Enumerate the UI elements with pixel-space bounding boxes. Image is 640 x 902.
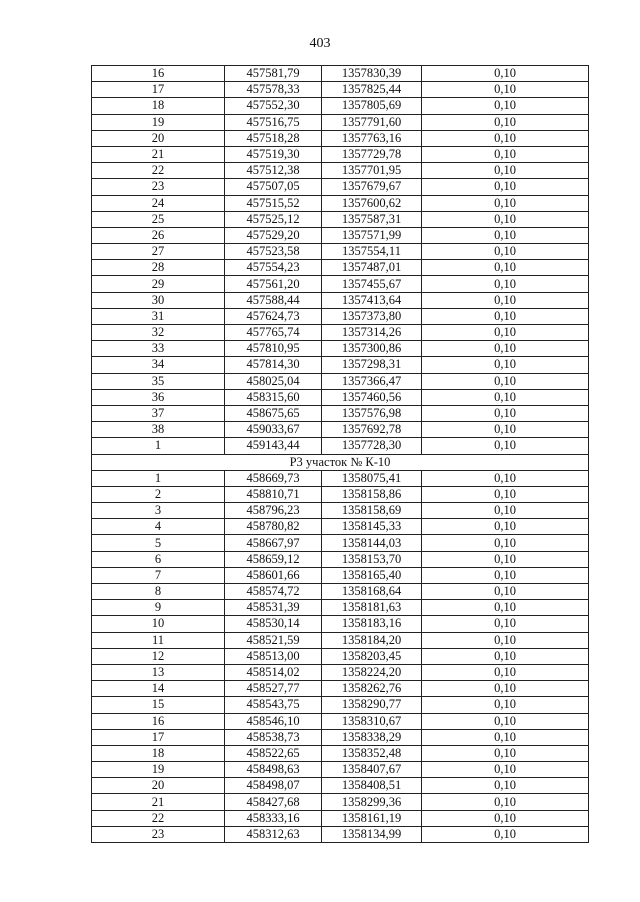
point-number-cell: 5 bbox=[92, 535, 225, 551]
accuracy-cell: 0,10 bbox=[422, 600, 589, 616]
accuracy-cell: 0,10 bbox=[422, 82, 589, 98]
point-number-cell: 23 bbox=[92, 179, 225, 195]
y-coordinate-cell: 1358224,20 bbox=[322, 664, 422, 680]
y-coordinate-cell: 1357805,69 bbox=[322, 98, 422, 114]
accuracy-cell: 0,10 bbox=[422, 729, 589, 745]
point-number-cell: 13 bbox=[92, 664, 225, 680]
table-row bbox=[92, 195, 589, 211]
accuracy-cell: 0,10 bbox=[422, 163, 589, 179]
point-number-cell: 36 bbox=[92, 389, 225, 405]
y-coordinate-cell: 1357460,56 bbox=[322, 389, 422, 405]
x-coordinate-cell: 458543,75 bbox=[225, 697, 322, 713]
y-coordinate-cell: 1358183,16 bbox=[322, 616, 422, 632]
table-row bbox=[92, 745, 589, 761]
table-row bbox=[92, 632, 589, 648]
table-row bbox=[92, 470, 589, 486]
point-number-cell: 21 bbox=[92, 794, 225, 810]
x-coordinate-cell: 458538,73 bbox=[225, 729, 322, 745]
section-header-row bbox=[92, 454, 589, 470]
point-number-cell: 16 bbox=[92, 713, 225, 729]
point-number-cell: 9 bbox=[92, 600, 225, 616]
table-row bbox=[92, 389, 589, 405]
x-coordinate-cell: 457581,79 bbox=[225, 66, 322, 82]
point-number-cell: 38 bbox=[92, 422, 225, 438]
section-title: Р3 участок № К-10 bbox=[92, 454, 589, 470]
point-number-cell: 6 bbox=[92, 551, 225, 567]
y-coordinate-cell: 1358168,64 bbox=[322, 584, 422, 600]
accuracy-cell: 0,10 bbox=[422, 211, 589, 227]
table-row bbox=[92, 292, 589, 308]
table-row bbox=[92, 405, 589, 421]
y-coordinate-cell: 1358158,86 bbox=[322, 486, 422, 502]
table-row bbox=[92, 438, 589, 454]
y-coordinate-cell: 1358158,69 bbox=[322, 503, 422, 519]
x-coordinate-cell: 458514,02 bbox=[225, 664, 322, 680]
x-coordinate-cell: 458333,16 bbox=[225, 810, 322, 826]
y-coordinate-cell: 1358161,19 bbox=[322, 810, 422, 826]
accuracy-cell: 0,10 bbox=[422, 745, 589, 761]
x-coordinate-cell: 458530,14 bbox=[225, 616, 322, 632]
x-coordinate-cell: 458546,10 bbox=[225, 713, 322, 729]
accuracy-cell: 0,10 bbox=[422, 227, 589, 243]
table-row bbox=[92, 486, 589, 502]
table-row bbox=[92, 729, 589, 745]
table-row bbox=[92, 276, 589, 292]
x-coordinate-cell: 457525,12 bbox=[225, 211, 322, 227]
x-coordinate-cell: 458312,63 bbox=[225, 826, 322, 842]
y-coordinate-cell: 1357830,39 bbox=[322, 66, 422, 82]
point-number-cell: 18 bbox=[92, 745, 225, 761]
table-row bbox=[92, 357, 589, 373]
accuracy-cell: 0,10 bbox=[422, 486, 589, 502]
point-number-cell: 34 bbox=[92, 357, 225, 373]
table-row bbox=[92, 664, 589, 680]
table-row bbox=[92, 130, 589, 146]
accuracy-cell: 0,10 bbox=[422, 648, 589, 664]
x-coordinate-cell: 458521,59 bbox=[225, 632, 322, 648]
point-number-cell: 17 bbox=[92, 82, 225, 98]
x-coordinate-cell: 457554,23 bbox=[225, 260, 322, 276]
y-coordinate-cell: 1358407,67 bbox=[322, 762, 422, 778]
accuracy-cell: 0,10 bbox=[422, 567, 589, 583]
accuracy-cell: 0,10 bbox=[422, 130, 589, 146]
y-coordinate-cell: 1357763,16 bbox=[322, 130, 422, 146]
point-number-cell: 10 bbox=[92, 616, 225, 632]
accuracy-cell: 0,10 bbox=[422, 341, 589, 357]
x-coordinate-cell: 457507,05 bbox=[225, 179, 322, 195]
table-row bbox=[92, 794, 589, 810]
accuracy-cell: 0,10 bbox=[422, 762, 589, 778]
accuracy-cell: 0,10 bbox=[422, 195, 589, 211]
point-number-cell: 17 bbox=[92, 729, 225, 745]
accuracy-cell: 0,10 bbox=[422, 778, 589, 794]
y-coordinate-cell: 1358075,41 bbox=[322, 470, 422, 486]
y-coordinate-cell: 1358310,67 bbox=[322, 713, 422, 729]
x-coordinate-cell: 458810,71 bbox=[225, 486, 322, 502]
point-number-cell: 4 bbox=[92, 519, 225, 535]
y-coordinate-cell: 1357298,31 bbox=[322, 357, 422, 373]
x-coordinate-cell: 458675,65 bbox=[225, 405, 322, 421]
y-coordinate-cell: 1358408,51 bbox=[322, 778, 422, 794]
point-number-cell: 20 bbox=[92, 778, 225, 794]
x-coordinate-cell: 457516,75 bbox=[225, 114, 322, 130]
x-coordinate-cell: 458498,07 bbox=[225, 778, 322, 794]
accuracy-cell: 0,10 bbox=[422, 308, 589, 324]
table-row bbox=[92, 697, 589, 713]
y-coordinate-cell: 1358134,99 bbox=[322, 826, 422, 842]
table-row bbox=[92, 227, 589, 243]
accuracy-cell: 0,10 bbox=[422, 519, 589, 535]
y-coordinate-cell: 1358144,03 bbox=[322, 535, 422, 551]
table-row bbox=[92, 519, 589, 535]
y-coordinate-cell: 1357576,98 bbox=[322, 405, 422, 421]
y-coordinate-cell: 1357487,01 bbox=[322, 260, 422, 276]
y-coordinate-cell: 1357455,67 bbox=[322, 276, 422, 292]
table-row bbox=[92, 648, 589, 664]
table-row bbox=[92, 244, 589, 260]
accuracy-cell: 0,10 bbox=[422, 292, 589, 308]
x-coordinate-cell: 457552,30 bbox=[225, 98, 322, 114]
y-coordinate-cell: 1357571,99 bbox=[322, 227, 422, 243]
x-coordinate-cell: 458527,77 bbox=[225, 681, 322, 697]
x-coordinate-cell: 458522,65 bbox=[225, 745, 322, 761]
point-number-cell: 20 bbox=[92, 130, 225, 146]
point-number-cell: 8 bbox=[92, 584, 225, 600]
accuracy-cell: 0,10 bbox=[422, 794, 589, 810]
x-coordinate-cell: 457512,38 bbox=[225, 163, 322, 179]
table-row bbox=[92, 584, 589, 600]
accuracy-cell: 0,10 bbox=[422, 681, 589, 697]
y-coordinate-cell: 1357825,44 bbox=[322, 82, 422, 98]
point-number-cell: 28 bbox=[92, 260, 225, 276]
point-number-cell: 31 bbox=[92, 308, 225, 324]
x-coordinate-cell: 459143,44 bbox=[225, 438, 322, 454]
point-number-cell: 2 bbox=[92, 486, 225, 502]
x-coordinate-cell: 459033,67 bbox=[225, 422, 322, 438]
point-number-cell: 19 bbox=[92, 762, 225, 778]
x-coordinate-cell: 457519,30 bbox=[225, 146, 322, 162]
point-number-cell: 14 bbox=[92, 681, 225, 697]
accuracy-cell: 0,10 bbox=[422, 616, 589, 632]
table-row bbox=[92, 826, 589, 842]
accuracy-cell: 0,10 bbox=[422, 357, 589, 373]
point-number-cell: 18 bbox=[92, 98, 225, 114]
y-coordinate-cell: 1357791,60 bbox=[322, 114, 422, 130]
x-coordinate-cell: 457588,44 bbox=[225, 292, 322, 308]
x-coordinate-cell: 458427,68 bbox=[225, 794, 322, 810]
y-coordinate-cell: 1357729,78 bbox=[322, 146, 422, 162]
x-coordinate-cell: 458667,97 bbox=[225, 535, 322, 551]
point-number-cell: 7 bbox=[92, 567, 225, 583]
y-coordinate-cell: 1357300,86 bbox=[322, 341, 422, 357]
table-row bbox=[92, 778, 589, 794]
x-coordinate-cell: 458498,63 bbox=[225, 762, 322, 778]
y-coordinate-cell: 1357692,78 bbox=[322, 422, 422, 438]
x-coordinate-cell: 458780,82 bbox=[225, 519, 322, 535]
accuracy-cell: 0,10 bbox=[422, 470, 589, 486]
point-number-cell: 1 bbox=[92, 438, 225, 454]
table-row bbox=[92, 600, 589, 616]
y-coordinate-cell: 1358203,45 bbox=[322, 648, 422, 664]
point-number-cell: 29 bbox=[92, 276, 225, 292]
table-row bbox=[92, 211, 589, 227]
accuracy-cell: 0,10 bbox=[422, 373, 589, 389]
point-number-cell: 16 bbox=[92, 66, 225, 82]
accuracy-cell: 0,10 bbox=[422, 584, 589, 600]
y-coordinate-cell: 1357373,80 bbox=[322, 308, 422, 324]
table-row bbox=[92, 713, 589, 729]
table-row bbox=[92, 325, 589, 341]
accuracy-cell: 0,10 bbox=[422, 713, 589, 729]
accuracy-cell: 0,10 bbox=[422, 810, 589, 826]
coordinates-table bbox=[91, 65, 589, 843]
table-row bbox=[92, 66, 589, 82]
table-row bbox=[92, 422, 589, 438]
table-row bbox=[92, 146, 589, 162]
y-coordinate-cell: 1357600,62 bbox=[322, 195, 422, 211]
x-coordinate-cell: 457523,58 bbox=[225, 244, 322, 260]
y-coordinate-cell: 1358338,29 bbox=[322, 729, 422, 745]
accuracy-cell: 0,10 bbox=[422, 179, 589, 195]
accuracy-cell: 0,10 bbox=[422, 244, 589, 260]
table-row bbox=[92, 616, 589, 632]
accuracy-cell: 0,10 bbox=[422, 405, 589, 421]
accuracy-cell: 0,10 bbox=[422, 551, 589, 567]
x-coordinate-cell: 457578,33 bbox=[225, 82, 322, 98]
accuracy-cell: 0,10 bbox=[422, 535, 589, 551]
point-number-cell: 24 bbox=[92, 195, 225, 211]
point-number-cell: 30 bbox=[92, 292, 225, 308]
point-number-cell: 22 bbox=[92, 163, 225, 179]
y-coordinate-cell: 1357679,67 bbox=[322, 179, 422, 195]
y-coordinate-cell: 1358153,70 bbox=[322, 551, 422, 567]
x-coordinate-cell: 458574,72 bbox=[225, 584, 322, 600]
accuracy-cell: 0,10 bbox=[422, 697, 589, 713]
accuracy-cell: 0,10 bbox=[422, 260, 589, 276]
y-coordinate-cell: 1357728,30 bbox=[322, 438, 422, 454]
x-coordinate-cell: 458513,00 bbox=[225, 648, 322, 664]
point-number-cell: 21 bbox=[92, 146, 225, 162]
y-coordinate-cell: 1357554,11 bbox=[322, 244, 422, 260]
point-number-cell: 32 bbox=[92, 325, 225, 341]
x-coordinate-cell: 458531,39 bbox=[225, 600, 322, 616]
point-number-cell: 11 bbox=[92, 632, 225, 648]
point-number-cell: 3 bbox=[92, 503, 225, 519]
table-row bbox=[92, 567, 589, 583]
table-row bbox=[92, 762, 589, 778]
accuracy-cell: 0,10 bbox=[422, 664, 589, 680]
accuracy-cell: 0,10 bbox=[422, 325, 589, 341]
table-row bbox=[92, 551, 589, 567]
y-coordinate-cell: 1358145,33 bbox=[322, 519, 422, 535]
table-row bbox=[92, 260, 589, 276]
point-number-cell: 22 bbox=[92, 810, 225, 826]
page-number: 403 bbox=[309, 36, 331, 51]
accuracy-cell: 0,10 bbox=[422, 389, 589, 405]
x-coordinate-cell: 457624,73 bbox=[225, 308, 322, 324]
y-coordinate-cell: 1357366,47 bbox=[322, 373, 422, 389]
accuracy-cell: 0,10 bbox=[422, 826, 589, 842]
point-number-cell: 27 bbox=[92, 244, 225, 260]
table-row bbox=[92, 373, 589, 389]
table-row bbox=[92, 810, 589, 826]
point-number-cell: 15 bbox=[92, 697, 225, 713]
point-number-cell: 23 bbox=[92, 826, 225, 842]
table-row bbox=[92, 98, 589, 114]
point-number-cell: 26 bbox=[92, 227, 225, 243]
accuracy-cell: 0,10 bbox=[422, 276, 589, 292]
x-coordinate-cell: 458601,66 bbox=[225, 567, 322, 583]
x-coordinate-cell: 458659,12 bbox=[225, 551, 322, 567]
x-coordinate-cell: 457814,30 bbox=[225, 357, 322, 373]
accuracy-cell: 0,10 bbox=[422, 98, 589, 114]
y-coordinate-cell: 1358352,48 bbox=[322, 745, 422, 761]
x-coordinate-cell: 457810,95 bbox=[225, 341, 322, 357]
table-row bbox=[92, 535, 589, 551]
point-number-cell: 37 bbox=[92, 405, 225, 421]
x-coordinate-cell: 457518,28 bbox=[225, 130, 322, 146]
x-coordinate-cell: 458796,23 bbox=[225, 503, 322, 519]
y-coordinate-cell: 1358184,20 bbox=[322, 632, 422, 648]
table-row bbox=[92, 163, 589, 179]
accuracy-cell: 0,10 bbox=[422, 632, 589, 648]
coordinates-table-body bbox=[92, 66, 589, 843]
accuracy-cell: 0,10 bbox=[422, 422, 589, 438]
table-row bbox=[92, 308, 589, 324]
point-number-cell: 19 bbox=[92, 114, 225, 130]
point-number-cell: 12 bbox=[92, 648, 225, 664]
accuracy-cell: 0,10 bbox=[422, 114, 589, 130]
y-coordinate-cell: 1358165,40 bbox=[322, 567, 422, 583]
x-coordinate-cell: 457515,52 bbox=[225, 195, 322, 211]
y-coordinate-cell: 1357314,26 bbox=[322, 325, 422, 341]
y-coordinate-cell: 1358299,36 bbox=[322, 794, 422, 810]
x-coordinate-cell: 457561,20 bbox=[225, 276, 322, 292]
y-coordinate-cell: 1358290,77 bbox=[322, 697, 422, 713]
point-number-cell: 1 bbox=[92, 470, 225, 486]
x-coordinate-cell: 458315,60 bbox=[225, 389, 322, 405]
x-coordinate-cell: 457529,20 bbox=[225, 227, 322, 243]
point-number-cell: 25 bbox=[92, 211, 225, 227]
table-row bbox=[92, 179, 589, 195]
point-number-cell: 35 bbox=[92, 373, 225, 389]
y-coordinate-cell: 1357413,64 bbox=[322, 292, 422, 308]
table-row bbox=[92, 82, 589, 98]
table-row bbox=[92, 114, 589, 130]
table-row bbox=[92, 681, 589, 697]
table-row bbox=[92, 503, 589, 519]
y-coordinate-cell: 1357701,95 bbox=[322, 163, 422, 179]
point-number-cell: 33 bbox=[92, 341, 225, 357]
y-coordinate-cell: 1358262,76 bbox=[322, 681, 422, 697]
accuracy-cell: 0,10 bbox=[422, 503, 589, 519]
y-coordinate-cell: 1358181,63 bbox=[322, 600, 422, 616]
x-coordinate-cell: 457765,74 bbox=[225, 325, 322, 341]
accuracy-cell: 0,10 bbox=[422, 66, 589, 82]
accuracy-cell: 0,10 bbox=[422, 146, 589, 162]
table-row bbox=[92, 341, 589, 357]
x-coordinate-cell: 458025,04 bbox=[225, 373, 322, 389]
y-coordinate-cell: 1357587,31 bbox=[322, 211, 422, 227]
accuracy-cell: 0,10 bbox=[422, 438, 589, 454]
x-coordinate-cell: 458669,73 bbox=[225, 470, 322, 486]
